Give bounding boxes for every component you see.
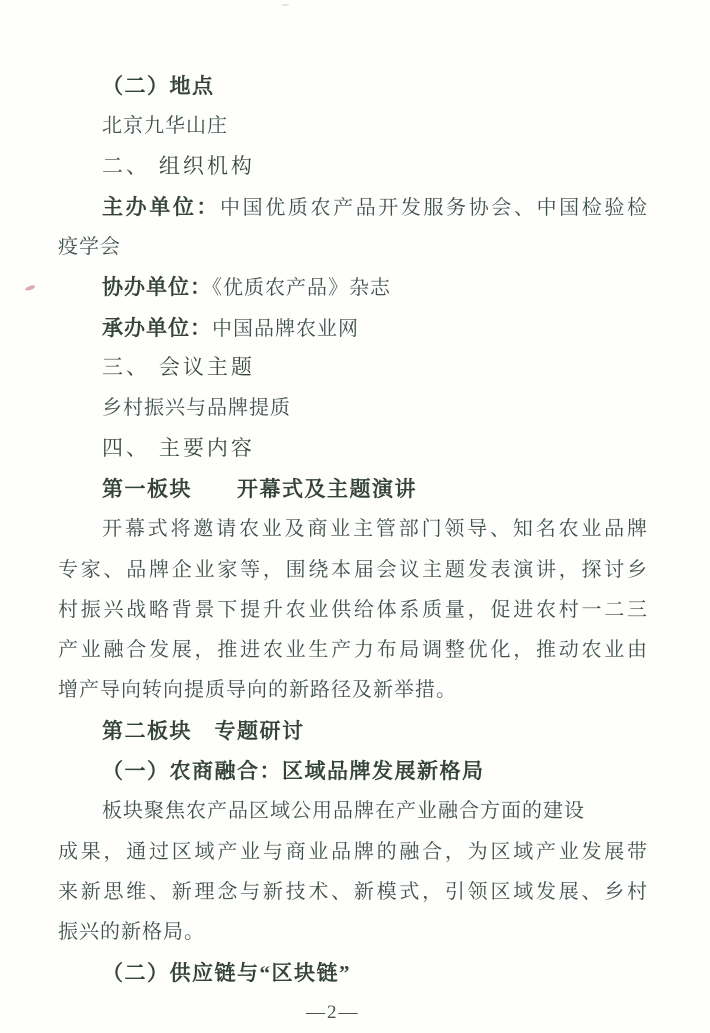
heading-topic2-supply-chain: （二）供应链与“区块链” (102, 960, 351, 985)
text-host-organizer-cont: 疫学会 (58, 236, 121, 259)
text-undertaker (58, 308, 648, 348)
label-host-organizer: 主办单位： (102, 194, 221, 219)
text-conference-theme: 乡村振兴与品牌提质 (102, 397, 291, 420)
para-block1-line4: 产业融合发展，推进农业生产力布局调整优化，推动农业由 (58, 639, 648, 662)
heading-part2-organization: 二、 组织机构 (102, 154, 255, 178)
para-block1-line1: 开幕式将邀请农业及商业主管部门领导、知名农业品牌 (102, 518, 648, 541)
para-block1-line5: 增产导向转向提质导向的新路径及新举措。 (58, 679, 457, 702)
para-topic1-line1: 板块聚焦农产品区域公用品牌在产业融合方面的建设 (102, 800, 585, 823)
para-block1-line2: 专家、品牌企业家等，围绕本届会议主题发表演讲，探讨乡 (58, 558, 648, 581)
para-topic1-line3: 来新思维、新理念与新技术、新模式，引领区域发展、乡村 (58, 880, 648, 903)
text-undertaker-value: 中国品牌农业网 (212, 317, 359, 340)
heading-part4-main-content: 四、 主要内容 (102, 436, 255, 460)
text-venue: 北京九华山庄 (102, 115, 228, 138)
label-co-organizer: 协办单位： (102, 275, 212, 300)
heading-block2-seminar: 第二板块 专题研讨 (102, 718, 305, 743)
text-co-organizer (58, 267, 648, 307)
label-undertaker: 承办单位： (102, 315, 212, 340)
para-topic1-line2: 成果，通过区域产业与商业品牌的融合，为区域产业发展带 (58, 840, 648, 863)
page-number: —2— (306, 1001, 360, 1023)
heading-section2-location: （二）地点 (102, 74, 215, 98)
text-host-organizer-value: 中国优质农产品开发服务协会、中国检验检 (220, 196, 649, 219)
heading-part3-theme: 三、 会议主题 (102, 356, 255, 380)
heading-block1-opening: 第一板块 开幕式及主题演讲 (102, 476, 417, 501)
para-block1-line3: 村振兴战略背景下提升农业供给体系质量，促进农村一二三 (58, 598, 648, 621)
text-host-organizer (58, 187, 648, 227)
para-topic1-line4: 振兴的新格局。 (58, 921, 205, 944)
text-co-organizer-value: 《优质农产品》杂志 (212, 277, 391, 300)
heading-topic1-agri-merge: （一）农商融合：区域品牌发展新格局 (102, 759, 485, 784)
